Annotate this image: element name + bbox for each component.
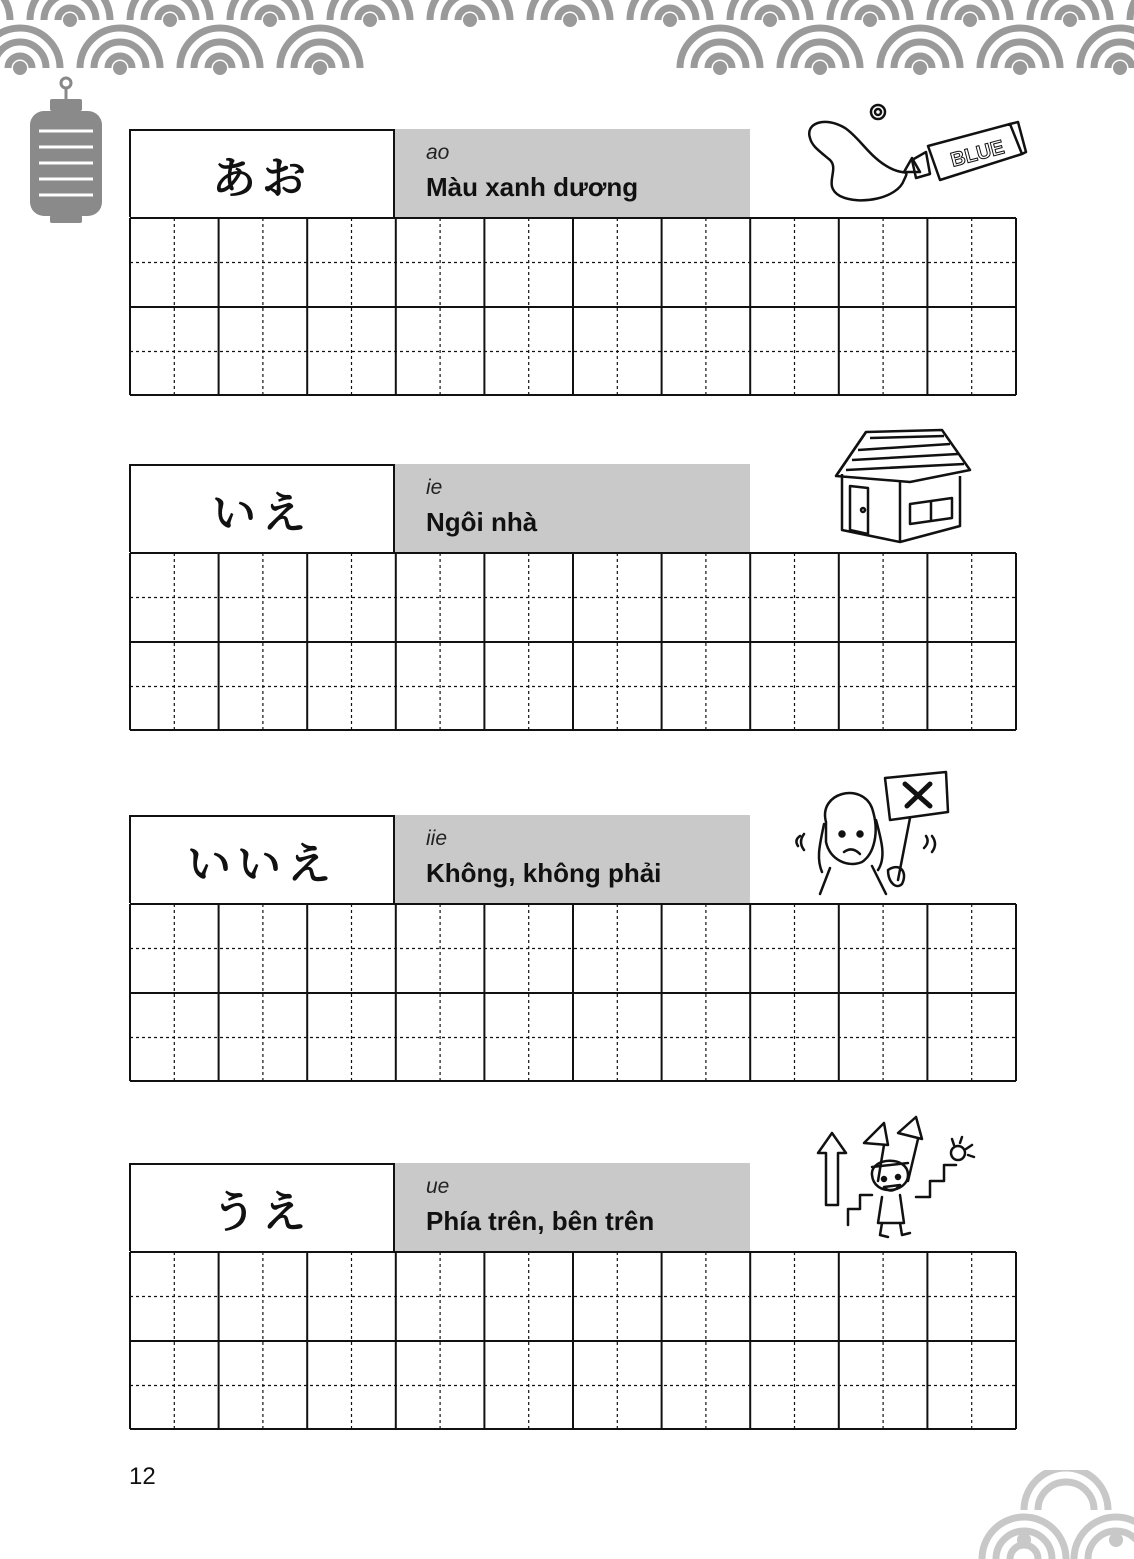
girl-with-x-sign-icon <box>790 762 955 902</box>
paint-label: BLUE <box>948 136 1007 172</box>
kana-word: いえ <box>129 464 395 552</box>
kana-word: いいえ <box>129 815 395 903</box>
boy-climbing-up-icon <box>808 1105 980 1240</box>
page-number: 12 <box>129 1463 156 1490</box>
bottom-wave-ornament <box>972 1470 1134 1559</box>
romaji-text: ue <box>426 1175 450 1198</box>
meaning-panel <box>395 1163 750 1251</box>
meaning-panel <box>395 129 750 217</box>
meaning-text: Ngôi nhà <box>426 507 538 537</box>
meaning-panel <box>395 815 750 903</box>
house-icon <box>830 426 975 548</box>
meaning-text: Màu xanh dương <box>426 172 639 202</box>
writing-practice-grid[interactable] <box>129 1251 1017 1431</box>
writing-practice-grid[interactable] <box>129 552 1017 732</box>
top-wave-ornament <box>0 0 1134 90</box>
kana-word: うえ <box>129 1163 395 1251</box>
kana-word: あお <box>129 129 395 217</box>
meaning-text: Không, không phải <box>426 858 662 888</box>
writing-practice-grid[interactable] <box>129 217 1017 397</box>
lantern-icon <box>26 75 106 225</box>
meaning-text: Phía trên, bên trên <box>426 1206 655 1236</box>
blue-paint-tube-icon <box>800 98 1030 210</box>
romaji-text: ao <box>426 141 450 164</box>
writing-practice-grid[interactable] <box>129 903 1017 1083</box>
meaning-panel <box>395 464 750 552</box>
romaji-text: ie <box>426 476 443 499</box>
romaji-text: iie <box>426 827 448 850</box>
